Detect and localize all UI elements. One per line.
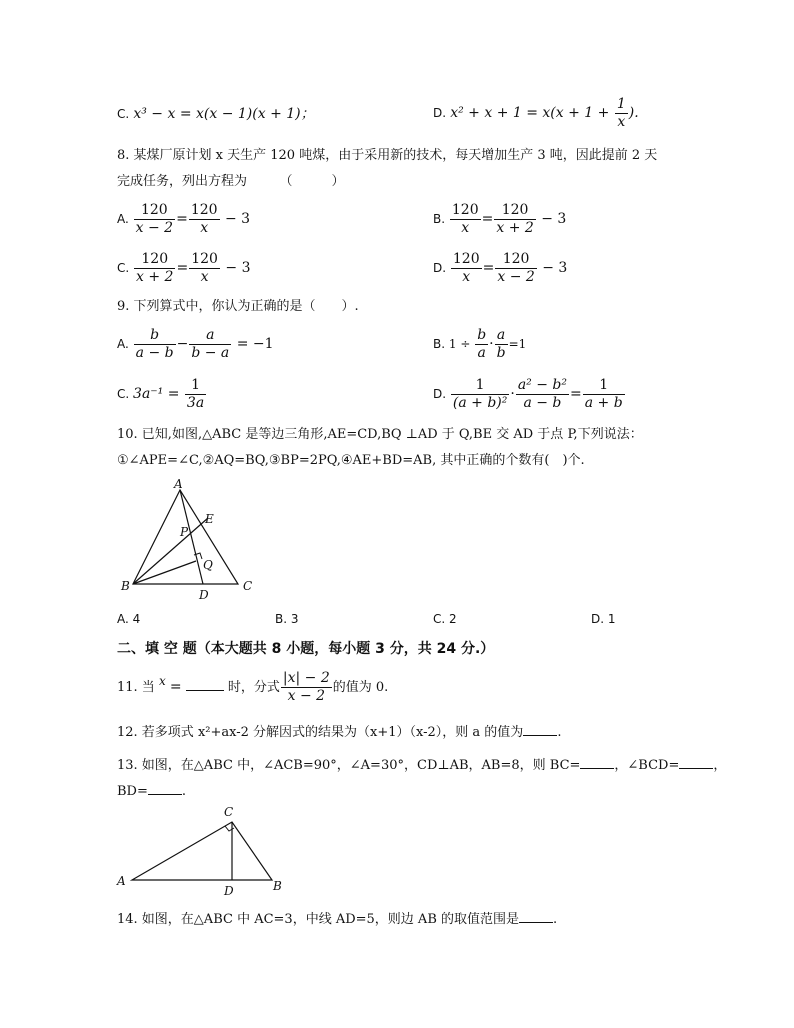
q9-option-d: D. $\frac{1}{\text{(a + b)²}}$ · $\frac{\text{a² − b²}}{a - b}$ = $\frac{1}{a + b}$	[433, 377, 623, 411]
q9-option-a: A. $\frac{b}{a - b}$ − $\frac{a}{b - a}$ = −1	[117, 327, 274, 361]
q13-line2: BD= .	[117, 784, 187, 799]
q10-option-b: B. 3	[275, 612, 299, 626]
label-d: D	[224, 884, 234, 898]
q8-option-c: C. $\frac{120}{x + 2}$ = $\frac{120}{x}$ − 3	[117, 251, 251, 285]
q8-stem-line2: 完成任务，列出方程为 （ ）	[117, 174, 345, 189]
q13-bcd-blank[interactable]	[679, 756, 713, 769]
segment-be	[133, 518, 208, 584]
right-angle-mark-c	[225, 826, 234, 831]
q9-a-fraction-1: $\frac{b}{a - b}$	[135, 327, 174, 361]
q11-fraction: $\frac{|x| - 2}{x - 2}$	[282, 670, 330, 704]
q9-stem: 9. 下列算式中，你认为正确的是（ ）.	[117, 299, 359, 314]
q11-answer-blank[interactable]	[186, 678, 224, 691]
label-q: Q	[203, 558, 213, 572]
section-2-heading: 二、填 空 题（本大题共 8 小题，每小题 3 分，共 24 分.）	[117, 641, 495, 657]
q10-option-a: A. 4	[117, 612, 141, 626]
q10-stem-line1: 10. 已知,如图,△ABC 是等边三角形,AE=CD,BQ ⊥AD 于 Q,BE 交 AD 于点 P,下列说法：	[117, 427, 643, 442]
q9-a-fraction-2: $\frac{a}{b - a}$	[191, 327, 230, 361]
q7-option-c: C. x³ − x = x(x − 1)(x + 1)；	[117, 106, 315, 122]
q8-c-right-fraction: $\frac{120}{x}$	[191, 251, 218, 285]
q10-stem-line2: ①∠APE=∠C,②AQ=BQ,③BP=2PQ,④AE+BD=AB, 其中正确的个数有( )个.	[117, 453, 585, 468]
q13-bc-blank[interactable]	[580, 756, 614, 769]
q12-answer-blank[interactable]	[523, 723, 557, 736]
label-p: P	[180, 525, 189, 539]
label-c: C	[243, 579, 253, 593]
q9-option-c: C. 3a⁻¹ = $\frac{1}{3a}$	[117, 377, 205, 411]
q9-d-fraction-2: $\frac{\text{a² − b²}}{a - b}$	[517, 377, 567, 411]
q9-b-fraction-2: $\frac{a}{b}$	[496, 327, 506, 361]
q8-option-a: A. $\frac{120}{x - 2}$ = $\frac{120}{x}$ − 3	[117, 202, 251, 236]
q12: 12. 若多项式 x²+ax-2 分解因式的结果为（x+1）（x-2），则 a 的值为 .	[117, 725, 562, 740]
triangle-abc	[132, 822, 272, 880]
q8-c-left-fraction: $\frac{120}{x + 2}$	[136, 251, 174, 285]
q9-d-fraction-3: $\frac{1}{a + b}$	[584, 377, 623, 411]
q7-option-d: D. x² + x + 1 = x(x + 1 + $\frac{1}{x}$ ).	[433, 96, 639, 130]
q13-line1: 13. 如图，在△ABC 中，∠ACB=90°，∠A=30°，CD⊥AB，AB=8，则 BC= ，∠BCD= ，	[117, 758, 727, 773]
q8-a-left-fraction: $\frac{120}{x - 2}$	[135, 202, 174, 236]
label-e: E	[205, 512, 214, 526]
label-b: B	[121, 579, 130, 593]
q8-d-left-fraction: $\frac{120}{x}$	[452, 251, 480, 285]
q9-option-b: B. 1 ÷ $\frac{b}{a}$ · $\frac{a}{b}$ =1	[433, 327, 527, 361]
q8-option-d: D. $\frac{120}{x}$ = $\frac{120}{x - 2}$ − 3	[433, 251, 568, 285]
q8-a-right-fraction: $\frac{120}{x}$	[190, 202, 218, 236]
q8-stem-line1: 8. 某煤厂原计划 x 天生产 120 吨煤，由于采用新的技术，每天增加生产 3 吨，因此提前 2 天	[117, 148, 658, 163]
q10-triangle-figure	[110, 478, 270, 608]
q8-d-right-fraction: $\frac{120}{x - 2}$	[497, 251, 535, 285]
label-a: A	[174, 478, 183, 491]
q8-option-b: B. $\frac{120}{x}$ = $\frac{120}{x + 2}$ − 3	[433, 202, 567, 236]
label-d: D	[199, 588, 209, 602]
q11: 11. 当 x = 时，分式 $\frac{|x| - 2}{x - 2}$ 的值为 0.	[117, 670, 389, 704]
label-b: B	[273, 879, 282, 893]
q9-d-fraction-1: $\frac{1}{\text{(a + b)²}}$	[452, 377, 508, 411]
q10-option-c: C. 2	[433, 612, 457, 626]
q7-d-fraction: $\frac{1}{x}$	[616, 96, 626, 130]
q8-b-left-fraction: $\frac{120}{x}$	[451, 202, 479, 236]
label-a: A	[117, 874, 126, 888]
q13-triangle-figure	[112, 800, 292, 900]
q9-c-fraction: $\frac{1}{3a}$	[186, 377, 205, 411]
q8-b-right-fraction: $\frac{120}{x + 2}$	[496, 202, 534, 236]
q14: 14. 如图，在△ABC 中 AC=3，中线 AD=5，则边 AB 的取值范围是 .	[117, 912, 558, 927]
q10-option-d: D. 1	[591, 612, 616, 626]
q9-b-fraction-1: $\frac{b}{a}$	[477, 327, 487, 361]
label-c: C	[224, 805, 234, 819]
q14-answer-blank[interactable]	[519, 910, 553, 923]
q13-bd-blank[interactable]	[148, 782, 182, 795]
